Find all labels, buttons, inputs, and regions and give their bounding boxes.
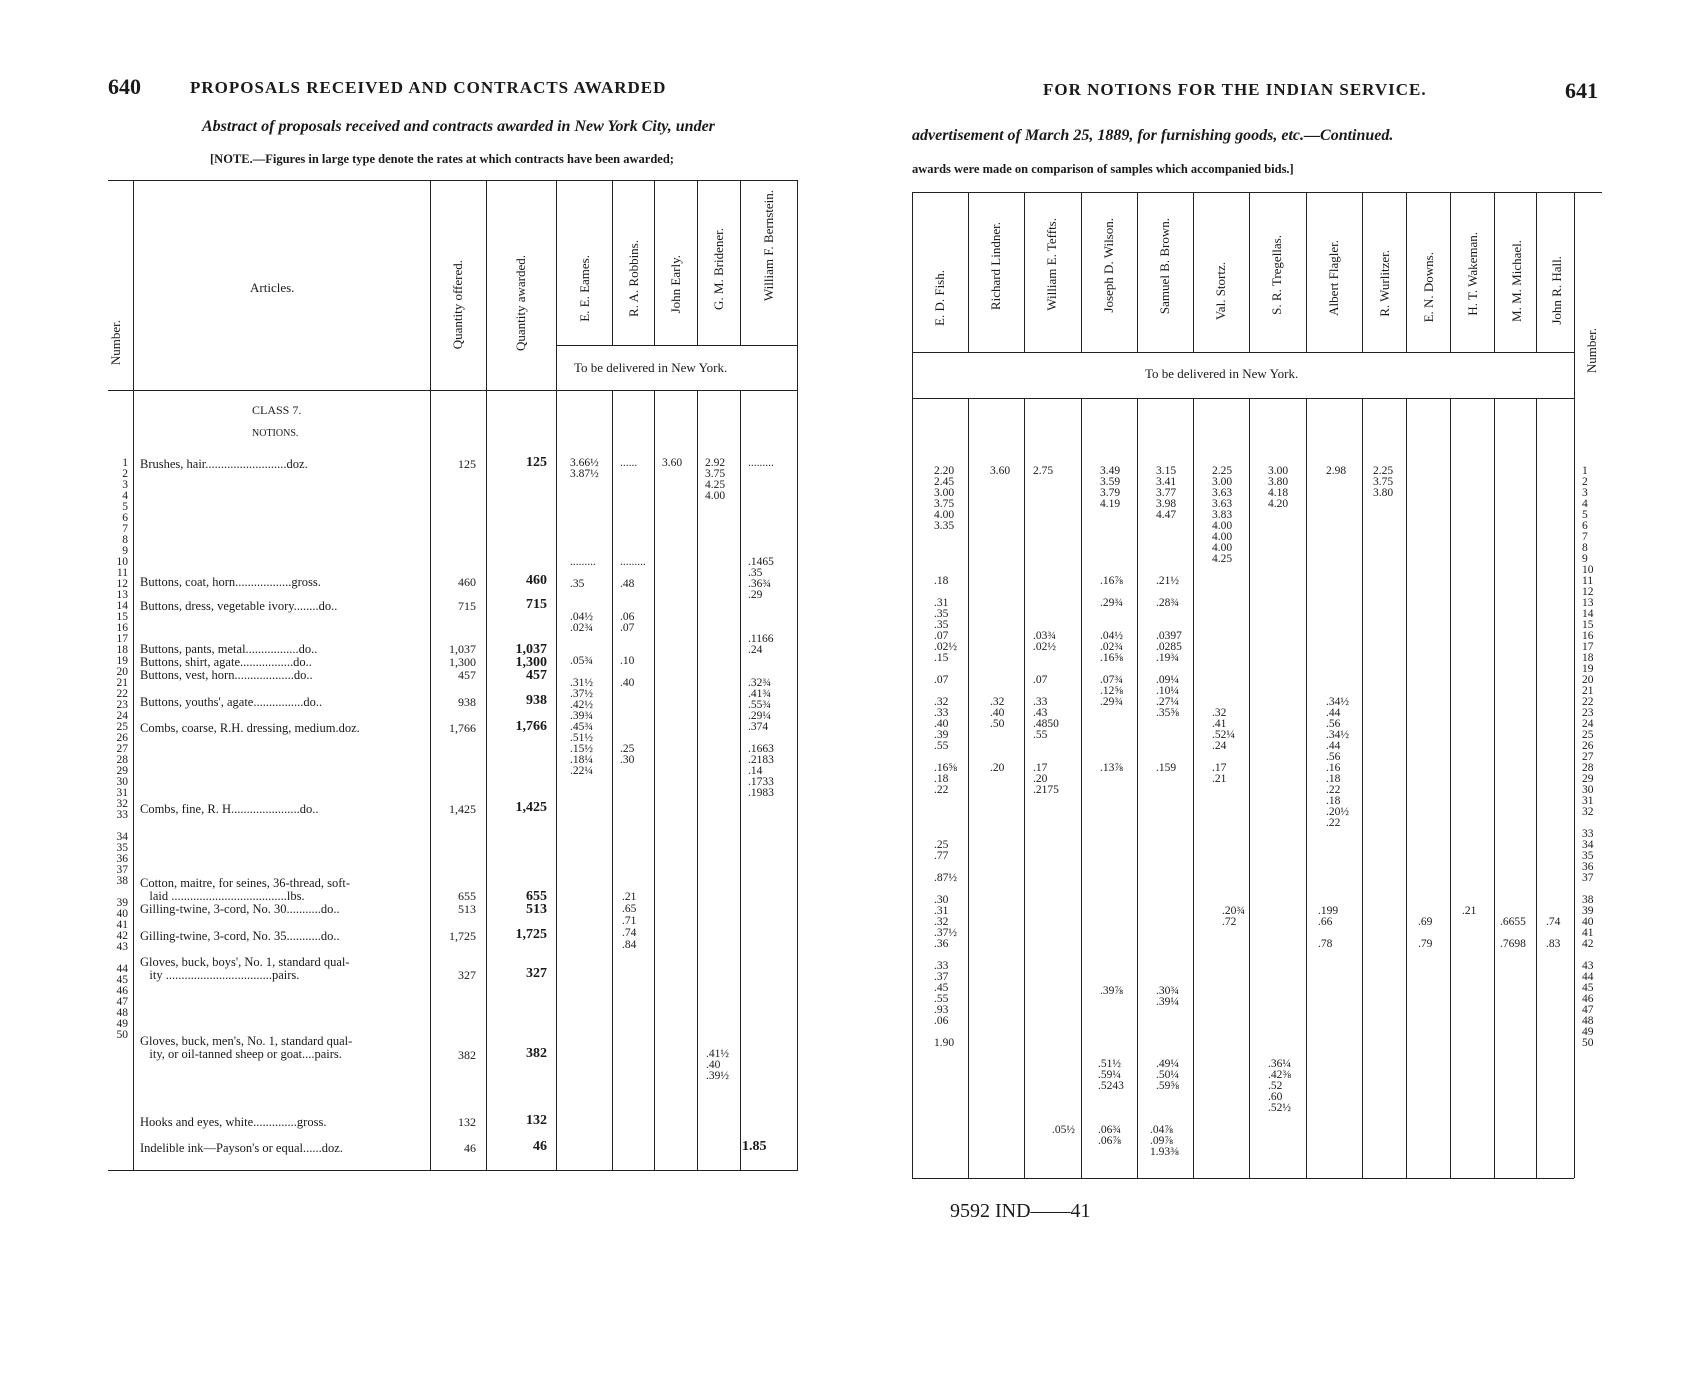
bids-wakeman-cotton: .21 <box>1462 905 1477 917</box>
bids-flagler-cotton: .199 .66 .78 <box>1318 905 1339 950</box>
bids-early: 3.60 <box>662 457 683 469</box>
row-numbers-right: 1 2 3 4 5 6 7 8 9 10 11 12 13 14 15 16 17 18 19 20 21 22 23 24 25 26 27 28 29 30 31 32 33 34 35 36 37 38 39 40 41 42 43 44 45 46 47 48 49 50 <box>1582 465 1594 1049</box>
running-head-right: FOR NOTIONS FOR THE INDIAN SERVICE. <box>1043 80 1427 99</box>
awarded-buttons-dress: 715 <box>526 597 547 612</box>
bids-stortz: 2.25 3.00 3.63 3.63 3.83 4.00 4.00 4.00 4.25 .32 .41 .52¼ .24 .17 .21 <box>1212 465 1235 785</box>
article-cotton-twine30: Cotton, maitre, for seines, 36-thread, soft- laid .....................................lbs. Gilling-twine, 3-cord, No. 30...........do.. <box>140 876 351 916</box>
article-combs-fine: Combs, fine, R. H......................do.. <box>140 802 319 816</box>
bids-hall-cotton: .74 .83 <box>1546 916 1561 950</box>
awarded-buttons-youths: 938 <box>526 693 547 708</box>
bidder-downs: E. N. Downs. <box>1421 252 1436 323</box>
abstract-title: Abstract of proposals received and contracts awarded in New York City, under <box>202 118 715 135</box>
bidder-wurlitzer: R. Wurlitzer. <box>1377 250 1392 317</box>
awarded-gloves-men: 382 <box>526 1046 547 1061</box>
bids-brown-gloves-boys: .30¾ .39¼ <box>1156 985 1179 1008</box>
bids-fish: 2.20 2.45 3.00 3.75 4.00 3.35 .18 .31 .35 .35 .07 .02½ .15 .07 .32 .33 .40 .39 .55 .16⅝ .18 .22 .25 .77 .87½ .30 .31 .32 .37½ .36 .33 .37 .45 .55 .93 .06 1.90 <box>934 465 957 1049</box>
article-hooks-eyes: Hooks and eyes, white..............gross. <box>140 1115 327 1129</box>
bids-eames: 3.66½ 3.87½ ......... .35 .04½ .02¾ .05¾ .31½ .37½ .42½ .39¾ .45¾ .51½ .15½ .18¼ .22¼ <box>570 457 599 777</box>
offered-indelible-ink: 46 <box>464 1141 476 1155</box>
bids-bernstein: ......... .1465 .35 .36¾ .29 .1166 .24 .32¾ .41¾ .55¾ .29¼ .374 .1663 .2183 .14 .1733 .1983 <box>748 457 774 799</box>
offered-brushes: 125 <box>458 457 476 471</box>
awarded-gloves-boys: 327 <box>526 966 547 981</box>
offered-gloves-boys: 327 <box>458 968 476 982</box>
article-gloves-boys: Gloves, buck, boys', No. 1, standard qual- ity ..................................pairs. <box>140 955 350 982</box>
bidder-lindner: Richard Lindner. <box>988 222 1003 311</box>
offered-buttons-group: 1,037 1,300 457 <box>449 642 476 682</box>
offered-combs-coarse: 1,766 <box>449 721 476 735</box>
article-buttons-dress: Buttons, dress, vegetable ivory........do.. <box>140 599 338 613</box>
footer-signature: 9592 IND——41 <box>950 1200 1091 1222</box>
offered-combs-fine: 1,425 <box>449 802 476 816</box>
offered-twine35: 1,725 <box>449 929 476 943</box>
bidder-early: John Early. <box>668 255 683 314</box>
awards-note-line: awards were made on comparison of samples which accompanied bids.] <box>912 162 1294 176</box>
awarded-combs-coarse: 1,766 <box>515 719 547 734</box>
bids-wilson-gloves-boys: .39⅞ <box>1100 985 1123 997</box>
row-numbers-left: 1 2 3 4 5 6 7 8 9 10 11 12 13 14 15 16 17 18 19 20 21 22 23 24 25 26 27 28 29 30 31 32 33 34 35 36 37 38 39 40 41 42 43 44 45 46 47 48 49 50 <box>116 457 128 1041</box>
bidder-robbins: R. A. Robbins. <box>626 240 641 317</box>
offered-gloves-men: 382 <box>458 1048 476 1062</box>
page-number-right: 641 <box>1565 78 1598 103</box>
running-head-left: PROPOSALS RECEIVED AND CONTRACTS AWARDED <box>190 78 667 97</box>
offered-buttons-coat: 460 <box>458 575 476 589</box>
bids-lindner: 3.60 .32 .40 .50 .20 <box>990 465 1011 774</box>
awarded-buttons-group: 1,037 1,300 457 <box>515 642 547 683</box>
bidder-brown: Samuel B. Brown. <box>1157 218 1172 315</box>
offered-hooks-eyes: 132 <box>458 1115 476 1129</box>
awarded-indelible-ink: 46 <box>533 1139 547 1154</box>
offered-buttons-youths: 938 <box>458 695 476 709</box>
bids-brown-hooks: .04⅞ .09⅞ 1.93⅜ <box>1150 1124 1179 1158</box>
bids-teffts-hooks: .05½ <box>1052 1124 1075 1136</box>
bids-robbins-lower: .21 .65 .71 .74 .84 <box>622 891 637 951</box>
bidder-bernstein: William F. Bernstein. <box>761 190 776 302</box>
awarded-twine35: 1,725 <box>515 927 547 942</box>
bidder-fish: E. D. Fish. <box>932 270 947 326</box>
column-header-number-right: Number. <box>1584 328 1599 374</box>
offered-cotton-twine30: 655 513 <box>458 889 476 916</box>
page-number-left: 640 <box>108 74 141 99</box>
awarded-brushes: 125 <box>526 455 547 470</box>
article-combs-coarse: Combs, coarse, R.H. dressing, medium.doz. <box>140 721 360 735</box>
bidder-stortz: Val. Stortz. <box>1213 262 1228 321</box>
article-indelible-ink: Indelible ink—Payson's or equal......doz. <box>140 1141 343 1155</box>
bids-wilson: 3.49 3.59 3.79 4.19 .16⅞ .29¾ .04½ .02¾ .16⅝ .07¾ .12⅝ .29¾ .13⅞ <box>1100 465 1123 774</box>
bids-wurlitzer: 2.25 3.75 3.80 <box>1373 465 1394 499</box>
article-gloves-men: Gloves, buck, men's, No. 1, standard qual- ity, or oil-tanned sheep or goat....pairs. <box>140 1034 353 1061</box>
bids-flagler: 2.98 .34½ .44 .56 .34½ .44 .56 .16 .18 .22 .18 .20½ .22 <box>1326 465 1349 829</box>
bidder-hall: John R. Hall. <box>1549 256 1564 325</box>
delivery-label-right: To be delivered in New York. <box>1145 366 1299 381</box>
bidder-eames: E. E. Eames. <box>577 255 592 322</box>
note-line: [NOTE.—Figures in large type denote the rates at which contracts have been awarded; <box>210 152 674 166</box>
awarded-combs-fine: 1,425 <box>515 800 547 815</box>
bids-bridener: 2.92 3.75 4.25 4.00 <box>705 457 726 502</box>
offered-buttons-dress: 715 <box>458 599 476 613</box>
article-buttons-coat: Buttons, coat, horn..................gross. <box>140 575 321 589</box>
bidder-flagler: Albert Flagler. <box>1326 240 1341 316</box>
awarded-buttons-coat: 460 <box>526 573 547 588</box>
bids-stortz-cotton: .20¾ .72 <box>1222 905 1245 928</box>
bids-michael-cotton: .6655 .7698 <box>1500 916 1526 950</box>
bidder-wilson: Joseph D. Wilson. <box>1101 218 1116 313</box>
class-label: CLASS 7. <box>252 403 302 417</box>
column-header-articles: Articles. <box>250 280 295 295</box>
class-sublabel: NOTIONS. <box>252 428 299 439</box>
bids-brown: 3.15 3.41 3.77 3.98 4.47 .21½ .28¾ .0397 .0285 .19¾ .09¼ .10¼ .27¼ .35⅝ .159 <box>1156 465 1182 774</box>
column-header-number: Number. <box>108 320 123 366</box>
article-brushes: Brushes, hair..........................doz. <box>140 457 308 471</box>
bidder-wakeman: H. T. Wakeman. <box>1465 232 1480 316</box>
column-header-qty-awarded: Quantity awarded. <box>513 255 528 352</box>
article-buttons-youths: Buttons, youths', agate................do.. <box>140 695 323 709</box>
bidder-tregellas: S. R. Tregellas. <box>1269 235 1284 315</box>
delivery-label-left: To be delivered in New York. <box>574 360 728 375</box>
bids-tregellas-gloves-men: .36¼ .42⅜ .52 .60 .52½ <box>1268 1058 1291 1114</box>
bid-bernstein-ink: 1.85 <box>742 1139 767 1154</box>
bids-robbins: ...... ......... .48 .06 .07 .10 .40 .25 .30 <box>620 457 646 766</box>
article-twine35: Gilling-twine, 3-cord, No. 35...........do.. <box>140 929 340 943</box>
column-header-qty-offered: Quantity offered. <box>450 260 465 350</box>
bids-wilson-gloves-men: .51½ .59¼ .5243 <box>1098 1058 1124 1092</box>
bids-brown-gloves-men: .49¼ .50¼ .59⅝ <box>1156 1058 1179 1092</box>
bids-wilson-hooks: .06¾ .06⅞ <box>1098 1124 1121 1147</box>
bids-teffts: 2.75 .03¾ .02½ .07 .33 .43 .4850 .55 .17 .20 .2175 <box>1033 465 1059 796</box>
bids-downs-cotton: .69 .79 <box>1418 916 1433 950</box>
bidder-bridener: G. M. Bridener. <box>711 228 726 310</box>
bids-tregellas: 3.00 3.80 4.18 4.20 <box>1268 465 1289 510</box>
bidder-michael: M. M. Michael. <box>1509 240 1524 322</box>
article-buttons-group: Buttons, pants, metal.................do.. Buttons, shirt, agate.................do.. Buttons, vest, horn...................do.. <box>140 642 318 682</box>
bidder-teffts: William E. Teffts. <box>1044 218 1059 311</box>
awarded-cotton-twine30: 655 513 <box>526 889 547 917</box>
advertisement-line: advertisement of March 25, 1889, for furnishing goods, etc.—Continued. <box>912 127 1394 144</box>
bids-bridener-gloves: .41½ .40 .39½ <box>706 1048 729 1082</box>
awarded-hooks-eyes: 132 <box>526 1113 547 1128</box>
